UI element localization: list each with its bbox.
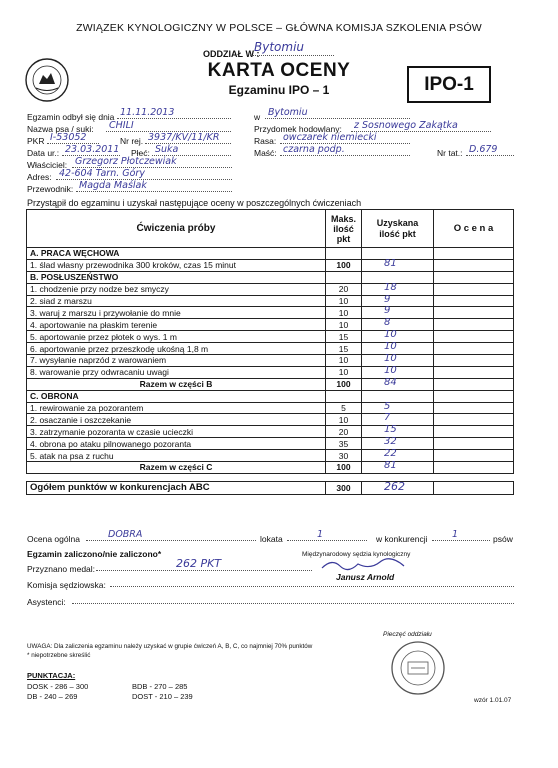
subtotal-b-max: 100	[326, 378, 362, 390]
header-got-1: Uzyskana	[376, 217, 419, 228]
score-table	[26, 209, 514, 495]
grade-cell[interactable]	[434, 355, 514, 367]
place-value: 1	[317, 529, 324, 540]
max-points: 10	[326, 295, 362, 307]
header-got-points	[362, 210, 434, 248]
header-max-3: pkt	[336, 233, 351, 244]
competition-label: w konkurencji	[376, 534, 428, 544]
table-spacer	[27, 473, 514, 481]
exercise-label: 1. rewirowanie za pozorantem	[27, 402, 326, 414]
section-b-title: B. POSŁUSZEŃSTWO	[27, 271, 326, 283]
coat-color-field[interactable]	[280, 145, 410, 156]
header-exercise: Ćwiczenia próby	[27, 210, 326, 248]
grade-cell[interactable]	[434, 438, 514, 450]
score-cell[interactable]	[362, 331, 434, 343]
reg-no-label: Nr rej.	[120, 136, 144, 146]
score-cell[interactable]	[362, 438, 434, 450]
section-a-row	[27, 248, 514, 260]
scoring-title: PUNKTACJA:	[27, 671, 76, 680]
subtotal-c-max: 100	[326, 462, 362, 474]
coat-color-value: czarna podp.	[283, 144, 345, 155]
breed-field[interactable]	[280, 133, 410, 144]
max-points: 100	[326, 259, 362, 271]
grade-cell[interactable]	[434, 259, 514, 271]
grade-cell[interactable]	[434, 450, 514, 462]
breeding-name-field[interactable]	[351, 121, 491, 132]
owner-field[interactable]	[72, 157, 232, 168]
grade-cell[interactable]	[434, 295, 514, 307]
score-value: 32	[384, 436, 397, 448]
subtotal-b-row	[27, 378, 514, 390]
grade-cell[interactable]	[434, 331, 514, 343]
score-value: 10	[384, 329, 397, 341]
exercise-label: 2. osaczanie i oszczekanie	[27, 414, 326, 426]
form-subtitle: Egzaminu IPO – 1	[228, 83, 330, 97]
table-row	[27, 331, 514, 343]
score-value: 22	[384, 448, 397, 460]
max-points: 20	[326, 283, 362, 295]
place-field[interactable]	[287, 530, 367, 541]
form-version: wzór 1.01.07	[474, 697, 512, 704]
score-value: 10	[384, 364, 397, 376]
grade-cell[interactable]	[434, 378, 514, 390]
address-value: 42-604 Tarn. Góry	[59, 168, 145, 179]
dogs-label: psów	[493, 534, 513, 544]
score-value: 9	[384, 305, 391, 317]
table-row	[27, 426, 514, 438]
requirements-note	[27, 642, 447, 660]
header-grade: O c e n a	[434, 210, 514, 248]
subtotal-b-value: 84	[384, 376, 397, 388]
dog-name-value: CHILI	[109, 120, 134, 131]
table-row	[27, 259, 514, 271]
dog-name-label: Nazwa psa / suki:	[27, 124, 94, 134]
max-points: 10	[326, 307, 362, 319]
tattoo-value: D.679	[469, 144, 498, 155]
score-cell[interactable]	[362, 426, 434, 438]
assistants-label: Asystenci:	[27, 597, 66, 607]
grade-cell[interactable]	[434, 366, 514, 378]
handler-field[interactable]	[76, 181, 232, 192]
table-intro: Przystąpił do egzaminu i uzyskał następujące oceny w poszczególnych ćwiczeniach	[27, 198, 362, 208]
max-points: 10	[326, 355, 362, 367]
ipo-level-badge: IPO-1	[407, 66, 491, 103]
table-row	[27, 295, 514, 307]
medal-field[interactable]	[96, 557, 312, 571]
birth-date-field[interactable]	[62, 145, 120, 156]
exercise-label: 1. ślad własny przewodnika 300 kroków, czas 15 minut	[27, 259, 326, 271]
score-value: 18	[384, 281, 397, 293]
exercise-label: 6. aportowanie przez przeszkodę ukośną 1,8 m	[27, 343, 326, 355]
total-cell[interactable]	[362, 481, 434, 494]
score-value: 9	[384, 293, 391, 305]
scoring-bdb: BDB - 270 – 285	[132, 682, 188, 691]
passed-label[interactable]: Egzamin zaliczono/nie zaliczono*	[27, 549, 162, 559]
note-line-1: UWAGA: Dla zaliczenia egzaminu należy uzyskać w grupie ćwiczeń A, B, C, co najmniej 70% punktów	[27, 643, 313, 650]
score-value: 15	[384, 424, 397, 436]
score-cell[interactable]	[362, 366, 434, 378]
owner-label: Właściciel:	[27, 160, 68, 170]
dog-name-field[interactable]	[106, 121, 231, 132]
max-points: 30	[326, 450, 362, 462]
score-value: 8	[384, 317, 391, 329]
pkr-field[interactable]	[47, 133, 99, 144]
grade-cell[interactable]	[434, 414, 514, 426]
breed-value: owczarek niemiecki	[283, 132, 377, 143]
grade-cell[interactable]	[434, 426, 514, 438]
exercise-label: 5. aportowanie przez płotek o wys. 1 m	[27, 331, 326, 343]
committee-label: Komisja sędziowska:	[27, 580, 106, 590]
reg-no-value: 3937/KV/11/KR	[148, 132, 220, 143]
score-cell[interactable]	[362, 307, 434, 319]
grade-cell[interactable]	[434, 283, 514, 295]
branch-value: Bytomiu	[254, 40, 305, 54]
branch-field[interactable]	[250, 40, 334, 56]
score-cell[interactable]	[362, 343, 434, 355]
overall-grade-field[interactable]	[86, 530, 256, 541]
reg-no-field[interactable]	[145, 133, 231, 144]
exam-date-field[interactable]	[117, 108, 231, 119]
score-cell[interactable]	[362, 355, 434, 367]
section-c-row	[27, 390, 514, 402]
subtotal-b-cell[interactable]	[362, 378, 434, 390]
exam-date-value: 11.11.2013	[120, 107, 175, 118]
header-max-1: Maks.	[330, 213, 356, 224]
scoring-dosk: DOSK - 286 – 300	[27, 682, 89, 691]
score-cell[interactable]	[362, 414, 434, 426]
overall-grade-value: DOBRA	[108, 529, 143, 540]
judge-title: Międzynarodowy sędzia kynologiczny	[302, 551, 411, 558]
exercise-label: 1. chodzenie przy nodze bez smyczy	[27, 283, 326, 295]
tattoo-field[interactable]	[466, 145, 514, 156]
total-max: 300	[326, 481, 362, 494]
organization-name: ZWIĄZEK KYNOLOGICZNY W POLSCE – GŁÓWNA KOMISJA SZKOLENIA PSÓW	[76, 22, 482, 34]
max-points: 35	[326, 438, 362, 450]
medal-label: Przyznano medal:	[27, 564, 96, 574]
table-header-row	[27, 210, 514, 248]
exam-date-label: Egzamin odbył się dnia	[27, 112, 115, 122]
sex-value: Suka	[155, 144, 179, 155]
exercise-label: 3. zatrzymanie pozoranta w czasie ucieczki	[27, 426, 326, 438]
subtotal-b-label: Razem w części B	[27, 378, 326, 390]
judge-name: Janusz Arnold	[336, 572, 395, 582]
max-points: 10	[326, 414, 362, 426]
table-row	[27, 414, 514, 426]
coat-color-label: Maść:	[254, 148, 277, 158]
assistants-field[interactable]	[72, 593, 514, 604]
birth-date-value: 23.03.2011	[65, 144, 120, 155]
tattoo-label: Nr tat.:	[437, 148, 463, 158]
score-value: 81	[384, 257, 397, 269]
header-max-points	[326, 210, 362, 248]
grade-cell[interactable]	[434, 402, 514, 414]
address-label: Adres:	[27, 172, 52, 182]
grade-cell[interactable]	[434, 307, 514, 319]
score-value: 10	[384, 341, 397, 353]
total-label: Ogółem punktów w konkurencjach ABC	[27, 481, 326, 494]
table-row	[27, 319, 514, 331]
stamp-label: Pieczęć oddziału	[383, 631, 432, 638]
owner-value: Grzegorz Płotczewiak	[75, 156, 177, 167]
breed-label: Rasa:	[254, 136, 277, 146]
subtotal-c-row	[27, 462, 514, 474]
max-points: 5	[326, 402, 362, 414]
score-cell[interactable]	[362, 295, 434, 307]
competition-value: 1	[452, 529, 459, 540]
medal-value: 262 PKT	[176, 557, 222, 570]
grade-cell[interactable]	[434, 343, 514, 355]
header-got-2: ilość pkt	[379, 228, 416, 239]
subtotal-c-label: Razem w części C	[27, 462, 326, 474]
section-b-row	[27, 271, 514, 283]
address-field[interactable]	[56, 169, 232, 180]
grade-cell[interactable]	[434, 462, 514, 474]
max-points: 10	[326, 319, 362, 331]
place-label: lokata	[260, 534, 283, 544]
header-max-2: ilość	[333, 223, 354, 234]
pkr-label: PKR	[27, 136, 45, 146]
exercise-label: 3. waruj z marszu i przywołanie do mnie	[27, 307, 326, 319]
table-row	[27, 438, 514, 450]
max-points: 15	[326, 331, 362, 343]
exercise-label: 7. wysyłanie naprzód z warowaniem	[27, 355, 326, 367]
competition-field[interactable]	[432, 530, 490, 541]
score-value: 7	[384, 412, 391, 424]
score-cell[interactable]	[362, 450, 434, 462]
table-row	[27, 366, 514, 378]
committee-field[interactable]	[110, 576, 514, 587]
score-cell[interactable]	[362, 283, 434, 295]
table-row	[27, 355, 514, 367]
subtotal-c-value: 81	[384, 460, 397, 472]
handler-value: Magda Maślak	[79, 180, 147, 191]
table-row	[27, 402, 514, 414]
total-value: 262	[384, 479, 405, 493]
handler-label: Przewodnik:	[27, 184, 74, 194]
section-a-title: A. PRACA WĘCHOWA	[27, 248, 326, 260]
sex-label: Płeć:	[131, 148, 150, 158]
note-line-2: * niepotrzebne skreślić	[27, 652, 91, 659]
exercise-label: 4. obrona po ataku pilnowanego pozoranta	[27, 438, 326, 450]
max-points: 20	[326, 426, 362, 438]
score-cell[interactable]	[362, 402, 434, 414]
pkr-value: I-53052	[50, 132, 87, 143]
score-value: 5	[384, 400, 391, 412]
breeding-name-value: z Sosnowego Zakątka	[354, 120, 458, 131]
exam-place-field[interactable]	[265, 108, 410, 119]
table-row	[27, 450, 514, 462]
breeding-name-label: Przydomek hodowlany:	[254, 124, 342, 134]
table-row	[27, 343, 514, 355]
branch-label: ODDZIAŁ W :	[203, 49, 260, 59]
exercise-label: 5. atak na psa z ruchu	[27, 450, 326, 462]
exercise-label: 8. warowanie przy odwracaniu uwagi	[27, 366, 326, 378]
birth-date-label: Data ur.:	[27, 148, 60, 158]
scoring-dost: DOST - 210 – 239	[132, 692, 193, 701]
total-row	[27, 481, 514, 494]
overall-grade-label: Ocena ogólna	[27, 534, 80, 544]
exercise-label: 2. siad z marszu	[27, 295, 326, 307]
form-title: KARTA OCENY	[207, 60, 351, 81]
sex-field[interactable]	[152, 145, 231, 156]
score-cell[interactable]	[362, 259, 434, 271]
exam-place-value: Bytomiu	[268, 107, 308, 118]
score-cell[interactable]	[362, 319, 434, 331]
grade-cell[interactable]	[434, 319, 514, 331]
subtotal-c-cell[interactable]	[362, 462, 434, 474]
exam-place-label: w	[254, 112, 261, 122]
grade-cell[interactable]	[434, 481, 514, 494]
score-value: 10	[384, 353, 397, 365]
scoring-db: DB - 240 – 269	[27, 692, 78, 701]
max-points: 15	[326, 343, 362, 355]
exercise-label: 4. aportowanie na płaskim terenie	[27, 319, 326, 331]
section-c-title: C. OBRONA	[27, 390, 326, 402]
max-points: 10	[326, 366, 362, 378]
table-row	[27, 307, 514, 319]
table-row	[27, 283, 514, 295]
